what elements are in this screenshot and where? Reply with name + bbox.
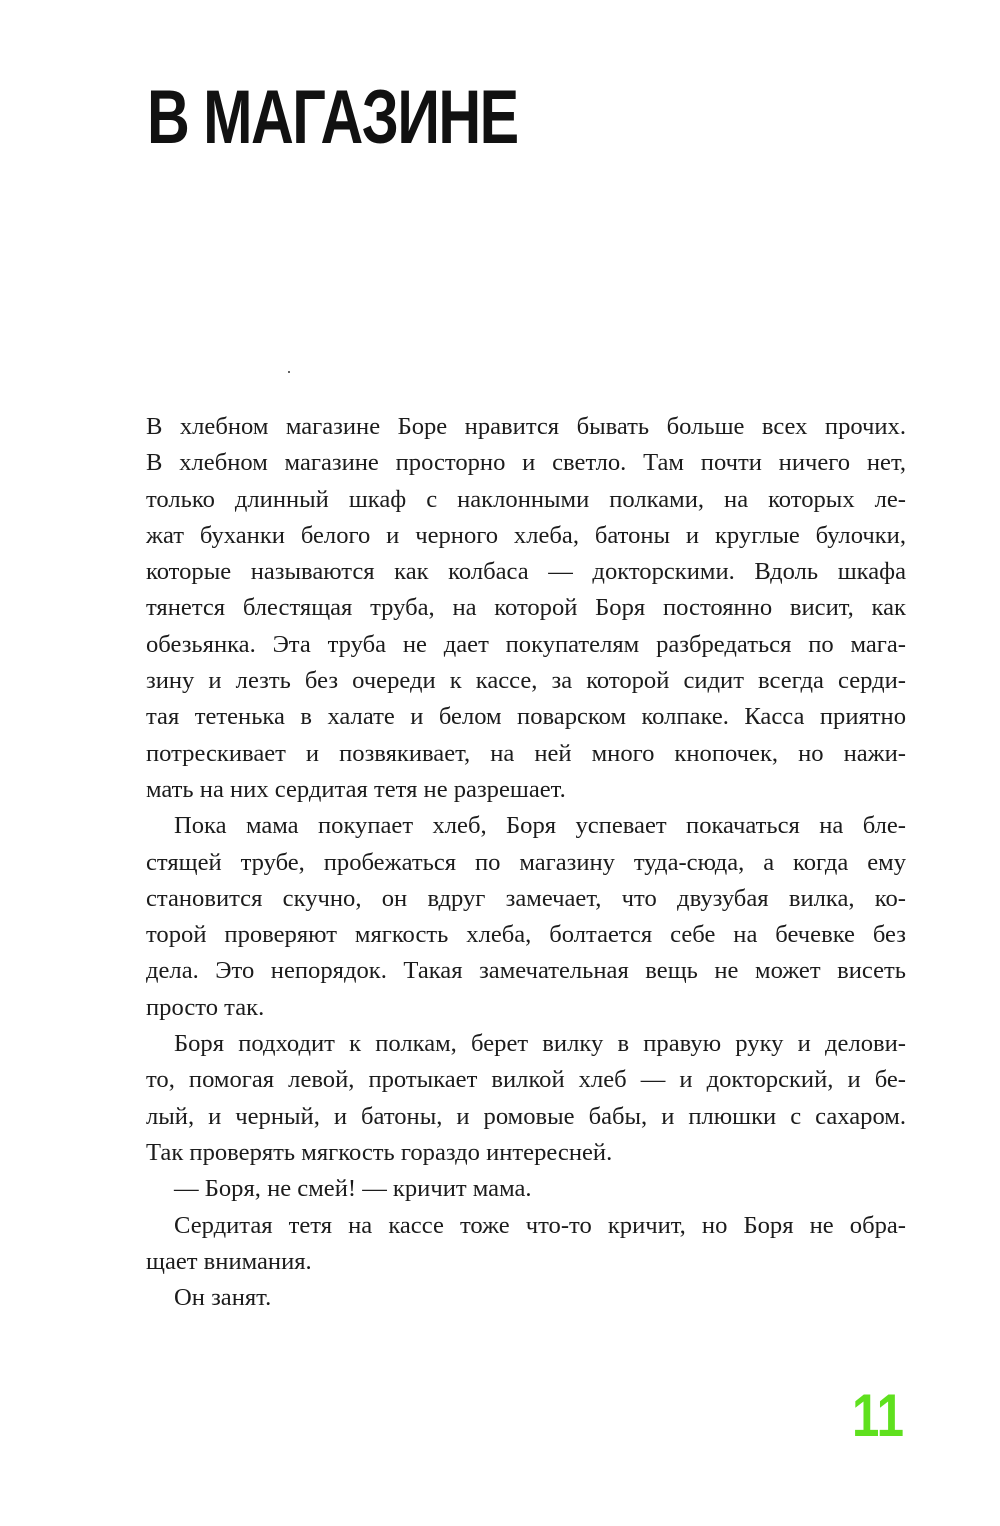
text-line: мать на них сердитая тетя не разрешает. (146, 775, 566, 803)
paragraph-6 (146, 1280, 906, 1316)
page-number: 11 (852, 1382, 905, 1449)
paragraph-4 (146, 1171, 906, 1207)
text-line: зину и лезть без очереди к кассе, за которой сидит всегда серди- (146, 667, 906, 695)
text-line: — Боря, не смей! — кричит мама. (174, 1175, 532, 1203)
text-line: только длинный шкаф с наклонными полками, на которых ле- (146, 485, 906, 513)
text-line: торой проверяют мягкость хлеба, болтается себе на бечевке без (146, 921, 906, 949)
text-line: В хлебном магазине просторно и светло. Там почти ничего нет, (146, 449, 906, 477)
text-line: Так проверять мягкость гораздо интересней. (146, 1138, 613, 1166)
text-line: стящей трубе, пробежаться по магазину туда-сюда, а когда ему (146, 848, 906, 876)
text-line: тянется блестящая труба, на которой Боря постоянно висит, как (146, 594, 906, 622)
print-speck (288, 371, 290, 373)
text-line: жат буханки белого и черного хлеба, батоны и круглые булочки, (146, 521, 906, 549)
text-line: лый, и черный, и батоны, и ромовые бабы, и плюшки с сахаром. (146, 1102, 906, 1130)
text-line: потрескивает и позвякивает, на ней много кнопочек, но нажи- (146, 739, 906, 767)
paragraph-5 (146, 1208, 906, 1281)
text-line: щает внимания. (146, 1247, 312, 1275)
chapter-title: В МАГАЗИНЕ (147, 75, 518, 160)
text-line: просто так. (146, 993, 265, 1021)
text-line: обезьянка. Эта труба не дает покупателям разбредаться по мага- (146, 630, 906, 658)
text-line: В хлебном магазине Боре нравится бывать больше всех прочих. (146, 413, 906, 440)
text-line: Он занят. (174, 1284, 272, 1312)
paragraph-3 (146, 1026, 906, 1171)
paragraph-2 (146, 808, 906, 1026)
paragraph-1 (146, 409, 906, 808)
text-line: то, помогая левой, протыкает вилкой хлеб — и докторский, и бе- (146, 1066, 906, 1094)
text-line: Боря подходит к полкам, берет вилку в правую руку и делови- (174, 1030, 906, 1058)
text-line: тая тетенька в халате и белом поварском колпаке. Касса приятно (146, 703, 906, 731)
chapter-body (146, 409, 906, 1316)
text-line: Пока мама покупает хлеб, Боря успевает покачаться на бле- (174, 812, 906, 840)
text-line: дела. Это непорядок. Такая замечательная вещь не может висеть (146, 957, 906, 985)
text-line: становится скучно, он вдруг замечает, что двузубая вилка, ко- (146, 884, 906, 912)
text-line: Сердитая тетя на кассе тоже что-то кричит, но Боря не обра- (174, 1211, 906, 1239)
text-line: которые называются как колбаса — докторскими. Вдоль шкафа (146, 558, 906, 586)
